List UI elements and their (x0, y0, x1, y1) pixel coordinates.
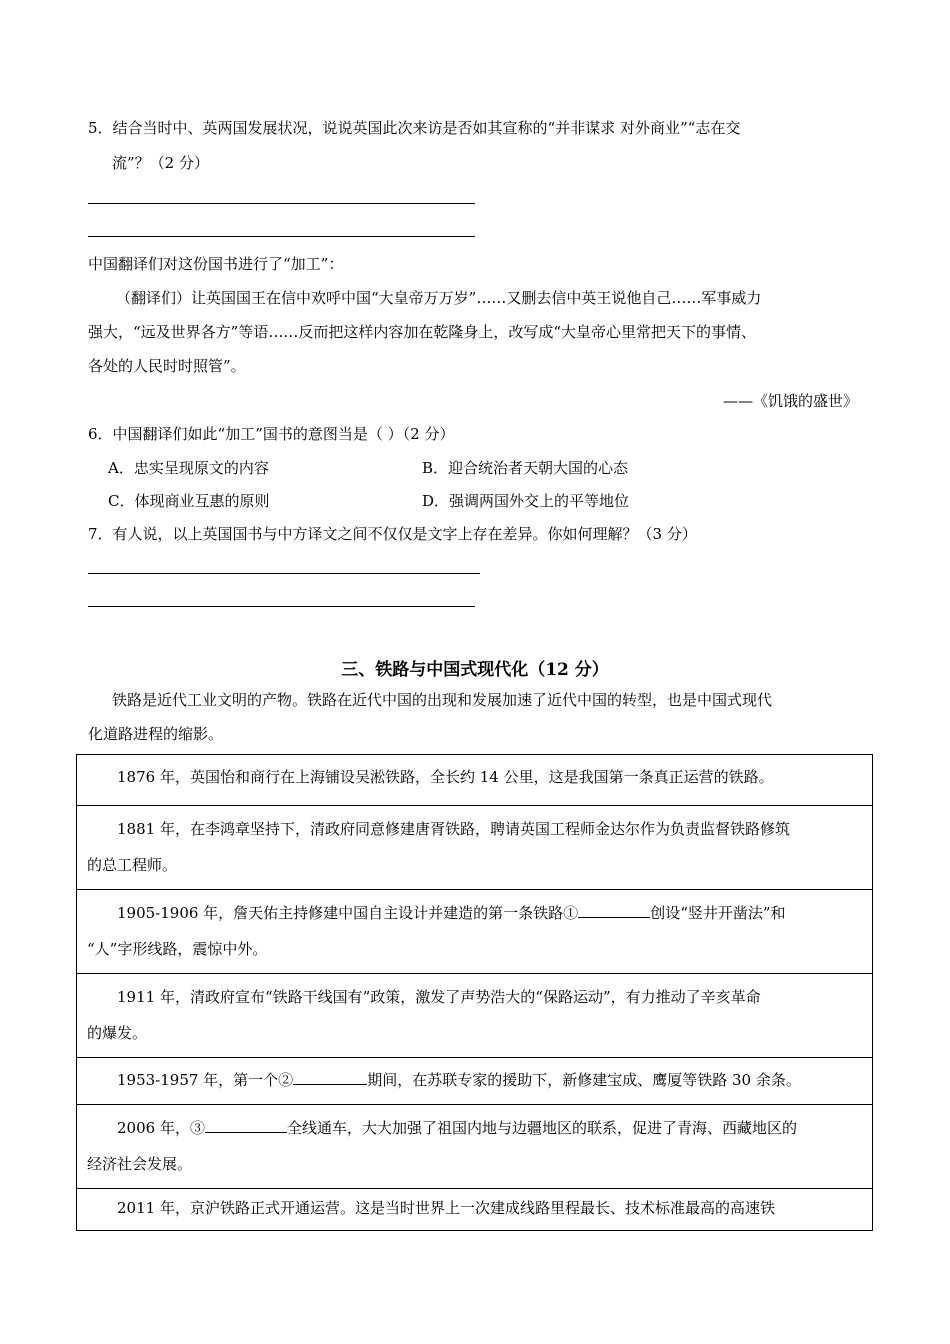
section-intro-line: 化道路进程的缩影。 (88, 725, 224, 743)
table-cell-text: 创设“竖井开凿法”和 (650, 904, 786, 922)
table-row (77, 1058, 873, 1105)
table-cell-text: 经济社会发展。 (87, 1155, 193, 1173)
table-cell-text: 1881 年，在李鸿章坚持下，清政府同意修建唐胥铁路，聘请英国工程师金达尔作为负责监督铁路修筑 (117, 820, 790, 838)
option-a[interactable]: A．忠实呈现原文的内容 (108, 459, 269, 477)
table-cell-text: 全线通车，大大加强了祖国内地与边疆地区的联系，促进了青海、西藏地区的 (286, 1119, 797, 1137)
table-row (77, 755, 873, 806)
material-paragraph-line: 各处的人民时时照管”。 (88, 357, 246, 375)
table-cell-text: 2011 年，京沪铁路正式开通运营。这是当时世界上一次建成线路里程最长、技术标准最高的高速铁 (117, 1199, 775, 1217)
fill-blank-3[interactable] (205, 1118, 287, 1133)
railway-timeline-table (76, 754, 873, 1231)
question-6-stem: 6．中国翻译们如此“加工”国书的意图当是（ ）（2 分） (88, 425, 455, 443)
material-intro: 中国翻译们对这份国书进行了“加工”： (88, 255, 344, 273)
section-title: 三、铁路与中国式现代化（12 分） (341, 660, 609, 680)
fill-blank-1[interactable] (578, 903, 650, 918)
table-row (77, 1189, 873, 1231)
table-cell-text: 期间，在苏联专家的援助下，新修建宝成、鹰厦等铁路 30 余条。 (367, 1071, 801, 1089)
table-cell-text: 2006 年，③ (117, 1119, 205, 1137)
question-5-line2: 流”？（2 分） (112, 154, 209, 172)
material-paragraph-line: 强大，“远及世界各方”等语……反而把这样内容加在乾隆身上，改写成“大皇帝心里常把天下的事情、 (88, 323, 757, 341)
material-source: ——《饥饿的盛世》 (722, 392, 858, 410)
question-5-line1: 5．结合当时中、英两国发展状况，说说英国此次来访是否如其宣称的“并非谋求 对外商业”“志在交 (88, 119, 741, 137)
table-cell-text: 1876 年，英国怡和商行在上海铺设吴淞铁路，全长约 14 公里，这是我国第一条真正运营的铁路。 (117, 768, 774, 786)
option-d[interactable]: D．强调两国外交上的平等地位 (422, 492, 630, 510)
table-cell-text: “人”字形线路，震惊中外。 (87, 940, 268, 958)
table-cell-text: 1911 年，清政府宣布“铁路干线国有”政策，激发了声势浩大的“保路运动”，有力推动了辛亥革命 (117, 988, 761, 1006)
table-cell-text: 的爆发。 (87, 1024, 148, 1042)
table-cell-text: 1905-1906 年，詹天佑主持修建中国自主设计并建造的第一条铁路① (117, 904, 579, 922)
table-row (77, 890, 873, 974)
option-b[interactable]: B．迎合统治者天朝大国的心态 (422, 459, 629, 477)
section-intro-line: 铁路是近代工业文明的产物。铁路在近代中国的出现和发展加速了近代中国的转型，也是中国式现代 (112, 691, 773, 709)
question-7-stem: 7．有人说，以上英国国书与中方译文之间不仅仅是文字上存在差异。你如何理解？（3 分） (88, 525, 697, 543)
answer-line[interactable] (88, 236, 475, 237)
table-row (77, 806, 873, 890)
table-row (77, 974, 873, 1058)
table-cell-text: 1953-1957 年，第一个② (117, 1071, 294, 1089)
answer-line[interactable] (88, 203, 475, 204)
answer-line[interactable] (88, 606, 475, 607)
material-paragraph-line: （翻译们）让英国国王在信中欢呼中国“大皇帝万万岁”……又删去信中英王说他自己……军事威力 (116, 289, 762, 307)
table-row (77, 1105, 873, 1189)
answer-line[interactable] (88, 573, 480, 574)
table-cell-text: 的总工程师。 (87, 856, 178, 874)
option-c[interactable]: C．体现商业互惠的原则 (108, 492, 270, 510)
fill-blank-2[interactable] (293, 1070, 367, 1085)
